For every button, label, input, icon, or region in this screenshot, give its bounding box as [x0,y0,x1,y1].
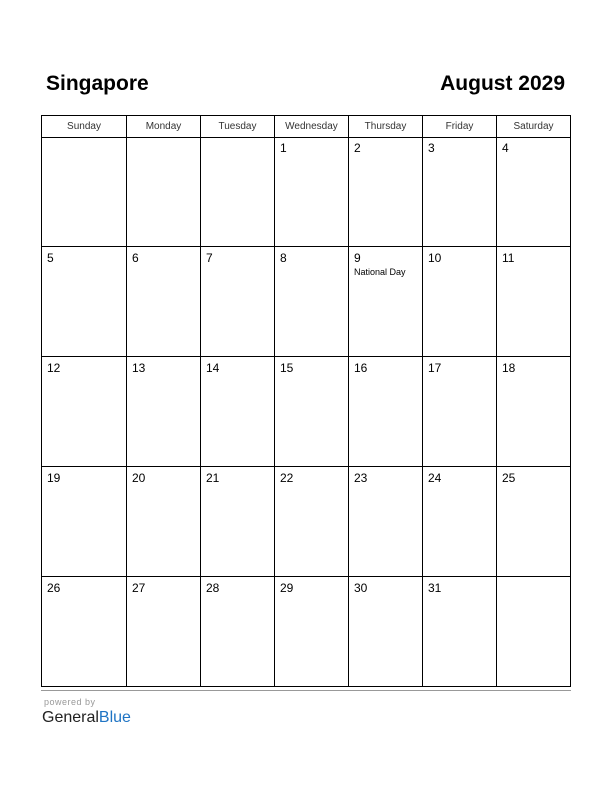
day-cell [423,577,497,687]
day-number: 14 [206,361,220,375]
day-number: 28 [206,581,220,595]
day-number: 5 [47,251,54,265]
day-cell [127,137,201,247]
day-cell [349,137,423,247]
weekday-friday: Friday [423,116,497,138]
day-number: 26 [47,581,61,595]
day-cell [127,577,201,687]
day-cell [349,247,423,357]
day-number: 19 [47,471,61,485]
brand-general: General [42,709,99,726]
day-cell [201,357,275,467]
day-cell [127,357,201,467]
day-number: 10 [428,251,442,265]
day-number: 29 [280,581,294,595]
day-number: 6 [132,251,139,265]
day-number: 2 [354,141,361,155]
day-number: 20 [132,471,146,485]
weekday-sunday: Sunday [42,116,127,138]
day-number: 9 [354,251,361,265]
week-row [42,577,571,687]
day-number: 18 [502,361,516,375]
week-row [42,247,571,357]
day-cell [201,137,275,247]
day-number: 13 [132,361,146,375]
day-cell [497,137,571,247]
week-row [42,357,571,467]
day-cell [349,577,423,687]
country-title: Singapore [46,72,149,95]
week-row [42,137,571,247]
weeks-container [42,137,571,687]
day-cell [349,357,423,467]
day-cell [275,137,349,247]
day-cell [42,137,127,247]
day-cell [127,247,201,357]
day-number: 11 [502,251,515,265]
day-cell [275,247,349,357]
day-cell [201,467,275,577]
day-cell [201,247,275,357]
footer-divider [41,690,571,691]
weekday-saturday: Saturday [497,116,571,138]
weekday-tuesday: Tuesday [201,116,275,138]
brand-blue: Blue [98,709,131,726]
day-number: 1 [280,141,287,155]
day-cell [275,577,349,687]
day-number: 31 [428,581,442,595]
day-number: 17 [428,361,442,375]
day-cell [423,357,497,467]
day-number: 24 [428,471,442,485]
day-number: 30 [354,581,368,595]
day-cell [275,467,349,577]
day-number: 4 [502,141,509,155]
day-number: 22 [280,471,294,485]
generalblue-logo[interactable] [42,708,131,728]
day-cell [349,467,423,577]
day-cell [201,577,275,687]
day-cell [42,577,127,687]
weekday-wednesday: Wednesday [275,116,349,138]
day-cell [423,247,497,357]
day-cell [423,467,497,577]
day-number: 27 [132,581,146,595]
day-number: 7 [206,251,213,265]
holiday-label: National Day [354,267,406,277]
day-cell [497,357,571,467]
weekday-thursday: Thursday [349,116,423,138]
day-number: 15 [280,361,294,375]
day-cell [42,247,127,357]
day-number: 21 [206,471,220,485]
day-number: 23 [354,471,368,485]
weekday-monday: Monday [127,116,201,138]
day-cell [42,357,127,467]
weekday-header-row [42,116,571,137]
day-cell [423,137,497,247]
day-cell [275,357,349,467]
powered-by-text: powered by [44,697,96,707]
day-number: 12 [47,361,61,375]
week-row [42,467,571,577]
day-cell [497,577,571,687]
month-year-title: August 2029 [440,72,565,95]
day-cell [497,247,571,357]
day-cell [42,467,127,577]
day-number: 16 [354,361,368,375]
day-cell [497,467,571,577]
day-number: 25 [502,471,516,485]
day-number: 8 [280,251,287,265]
calendar-grid [41,115,571,687]
day-cell [127,467,201,577]
day-number: 3 [428,141,435,155]
